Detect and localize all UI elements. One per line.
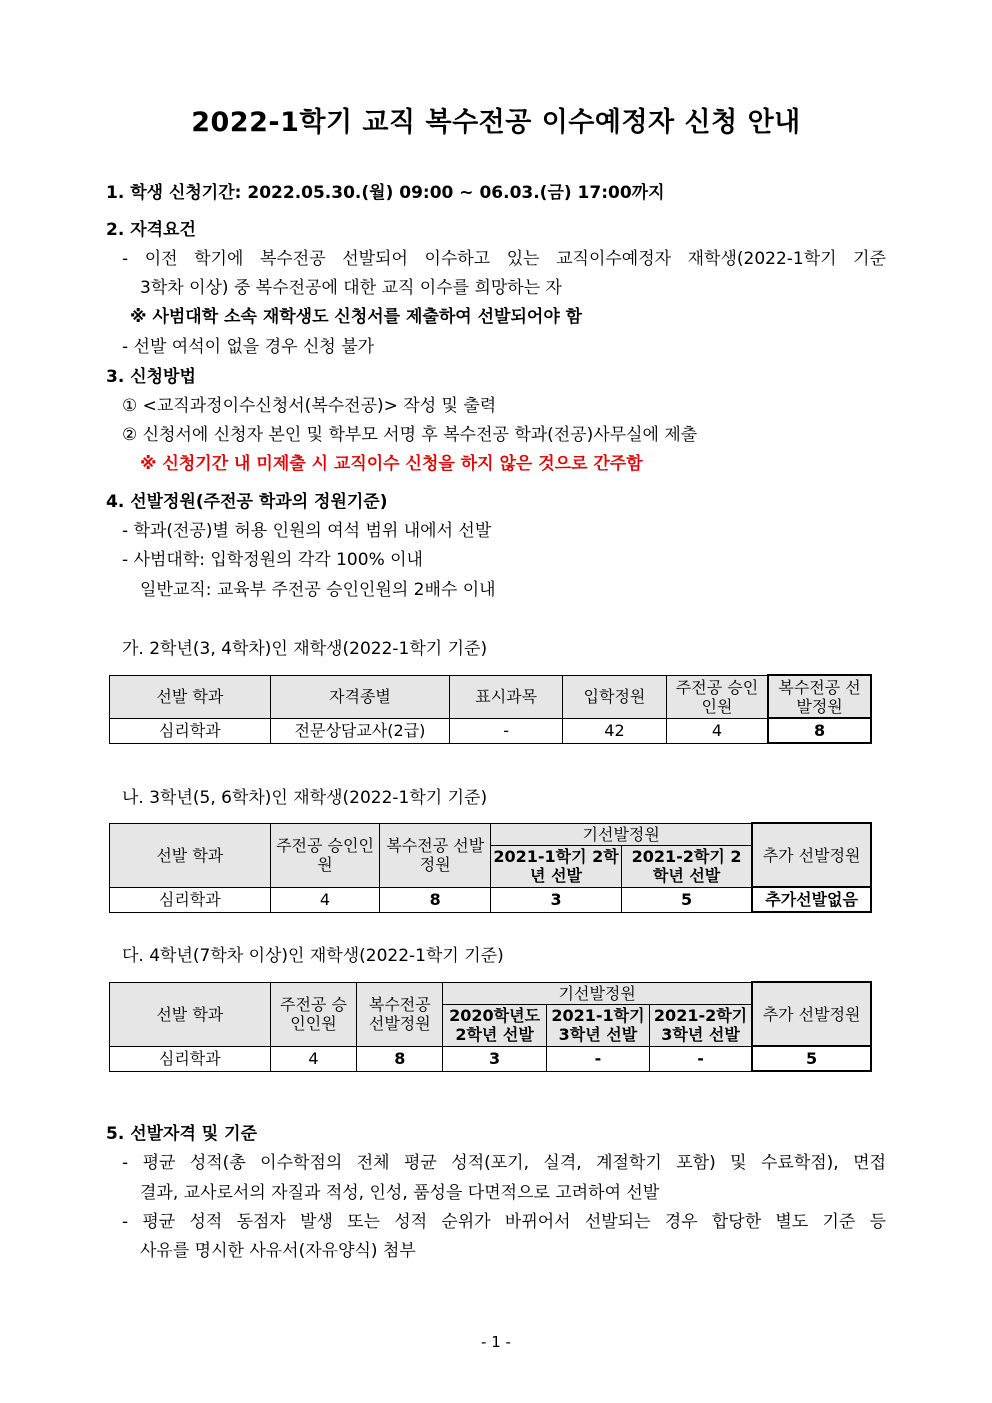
section-2-heading: 2. 자격요건 [106, 220, 196, 240]
header-major-approved: 주전공 승인인원 [270, 982, 357, 1046]
criteria-line-3: - 평균 성적 동점자 발생 또는 성적 순위가 바뀌어서 선발되는 경우 합당한 별도 기준 등 [122, 1212, 886, 1232]
header-dept: 선발 학과 [110, 823, 271, 887]
header-prev-2021-2: 2021-2학기 2학년 선발 [621, 845, 752, 887]
cell-prev-2020: 3 [443, 1046, 547, 1071]
header-prev-2021-1: 2021-1학기 3학년 선발 [547, 1004, 650, 1046]
criteria-line-4: 사유를 명시한 사유서(자유양식) 첨부 [140, 1241, 416, 1261]
header-prev-2021-2: 2021-2학기 3학년 선발 [649, 1004, 752, 1046]
header-prev-selected: 기선발정원 [491, 823, 753, 845]
quota-line-1: - 학과(전공)별 허용 인원의 여석 범위 내에서 선발 [122, 521, 492, 541]
table-a [109, 674, 872, 744]
header-admission: 입학정원 [563, 675, 667, 718]
header-subject: 표시과목 [450, 675, 563, 718]
cell-prev-2021-2: - [649, 1046, 752, 1071]
cell-admission: 42 [563, 718, 667, 743]
table-b [109, 822, 872, 913]
table-b-caption: 나. 3학년(5, 6학차)인 재학생(2022-1학기 기준) [122, 788, 488, 808]
quota-line-3: 일반교직: 교육부 주전공 승인인원의 2배수 이내 [140, 580, 496, 600]
cell-prev-2021-1: 3 [491, 887, 622, 912]
cell-prev-2021-1: - [547, 1046, 650, 1071]
header-double-quota: 복수전공 선발정원 [380, 823, 491, 887]
cell-double-quota: 8 [380, 887, 491, 912]
header-double-quota: 복수전공 선발정원 [357, 982, 443, 1046]
eligibility-line-2: 3학차 이상) 중 복수전공에 대한 교직 이수를 희망하는 자 [140, 278, 562, 298]
table-c [109, 981, 872, 1072]
deadline-warning: ※ 신청기간 내 미제출 시 교직이수 신청을 하지 않은 것으로 간주함 [140, 454, 643, 474]
cell-additional: 추가선발없음 [752, 887, 871, 912]
cell-qualification: 전문상담교사(2급) [270, 718, 450, 743]
section-5-heading: 5. 선발자격 및 기준 [106, 1124, 257, 1144]
cell-prev-2021-2: 5 [621, 887, 752, 912]
table-row [110, 887, 872, 912]
cell-dept: 심리학과 [110, 1046, 271, 1071]
cell-additional: 5 [752, 1046, 871, 1071]
cell-major-approved: 4 [270, 1046, 357, 1071]
criteria-line-1: - 평균 성적(총 이수학점의 전체 평균 성적(포기, 실격, 계절학기 포함) 및 수료학점), 면접 [122, 1153, 886, 1173]
application-period: : 2022.05.30.(월) 09:00 ~ 06.03.(금) 17:00까지 [234, 183, 665, 203]
eligibility-line-3: - 선발 여석이 없을 경우 신청 불가 [122, 337, 375, 357]
header-dept: 선발 학과 [110, 982, 271, 1046]
table-c-caption: 다. 4학년(7학차 이상)인 재학생(2022-1학기 기준) [122, 946, 504, 966]
section-4-heading: 4. 선발정원(주전공 학과의 정원기준) [106, 492, 388, 512]
header-major-approved: 주전공 승인인원 [270, 823, 380, 887]
page-title: 2022-1학기 교직 복수전공 이수예정자 신청 안내 [191, 107, 801, 138]
page-number: - 1 - [481, 1333, 511, 1351]
section-1-heading: 1. 학생 신청기간 [106, 183, 235, 203]
header-qualification: 자격종별 [270, 675, 450, 718]
cell-dept: 심리학과 [110, 718, 271, 743]
table-b-header-row-1 [110, 823, 872, 845]
method-step-2: ② 신청서에 신청자 본인 및 학부모 서명 후 복수전공 학과(전공)사무실에 제출 [122, 425, 698, 445]
table-row [110, 718, 872, 743]
cell-double-quota: 8 [768, 718, 871, 743]
eligibility-note: ※ 사범대학 소속 재학생도 신청서를 제출하여 선발되어야 함 [130, 307, 583, 327]
header-prev-2020: 2020학년도 2학년 선발 [443, 1004, 547, 1046]
header-double-quota: 복수전공 선발정원 [768, 675, 871, 718]
method-step-1: ① <교직과정이수신청서(복수전공)> 작성 및 출력 [122, 396, 497, 416]
section-3-heading: 3. 신청방법 [106, 367, 196, 387]
header-dept: 선발 학과 [110, 675, 271, 718]
table-row [110, 1046, 872, 1071]
eligibility-line-1: - 이전 학기에 복수전공 선발되어 이수하고 있는 교직이수예정자 재학생(2022-1학기 기준 [122, 249, 886, 269]
section-1 [106, 181, 665, 205]
cell-major-approved: 4 [270, 887, 380, 912]
table-a-header-row [110, 675, 872, 718]
quota-line-2: - 사범대학: 입학정원의 각각 100% 이내 [122, 550, 423, 570]
table-c-header-row-1 [110, 982, 872, 1004]
header-major-approved: 주전공 승인인원 [666, 675, 768, 718]
cell-double-quota: 8 [357, 1046, 443, 1071]
table-a-caption: 가. 2학년(3, 4학차)인 재학생(2022-1학기 기준) [122, 639, 488, 659]
header-additional: 추가 선발정원 [752, 823, 871, 887]
header-additional: 추가 선발정원 [752, 982, 871, 1046]
header-prev-selected: 기선발정원 [443, 982, 753, 1004]
cell-subject: - [450, 718, 563, 743]
cell-major-approved: 4 [666, 718, 768, 743]
cell-dept: 심리학과 [110, 887, 271, 912]
header-prev-2021-1: 2021-1학기 2학년 선발 [491, 845, 622, 887]
criteria-line-2: 결과, 교사로서의 자질과 적성, 인성, 품성을 다면적으로 고려하여 선발 [140, 1183, 660, 1203]
